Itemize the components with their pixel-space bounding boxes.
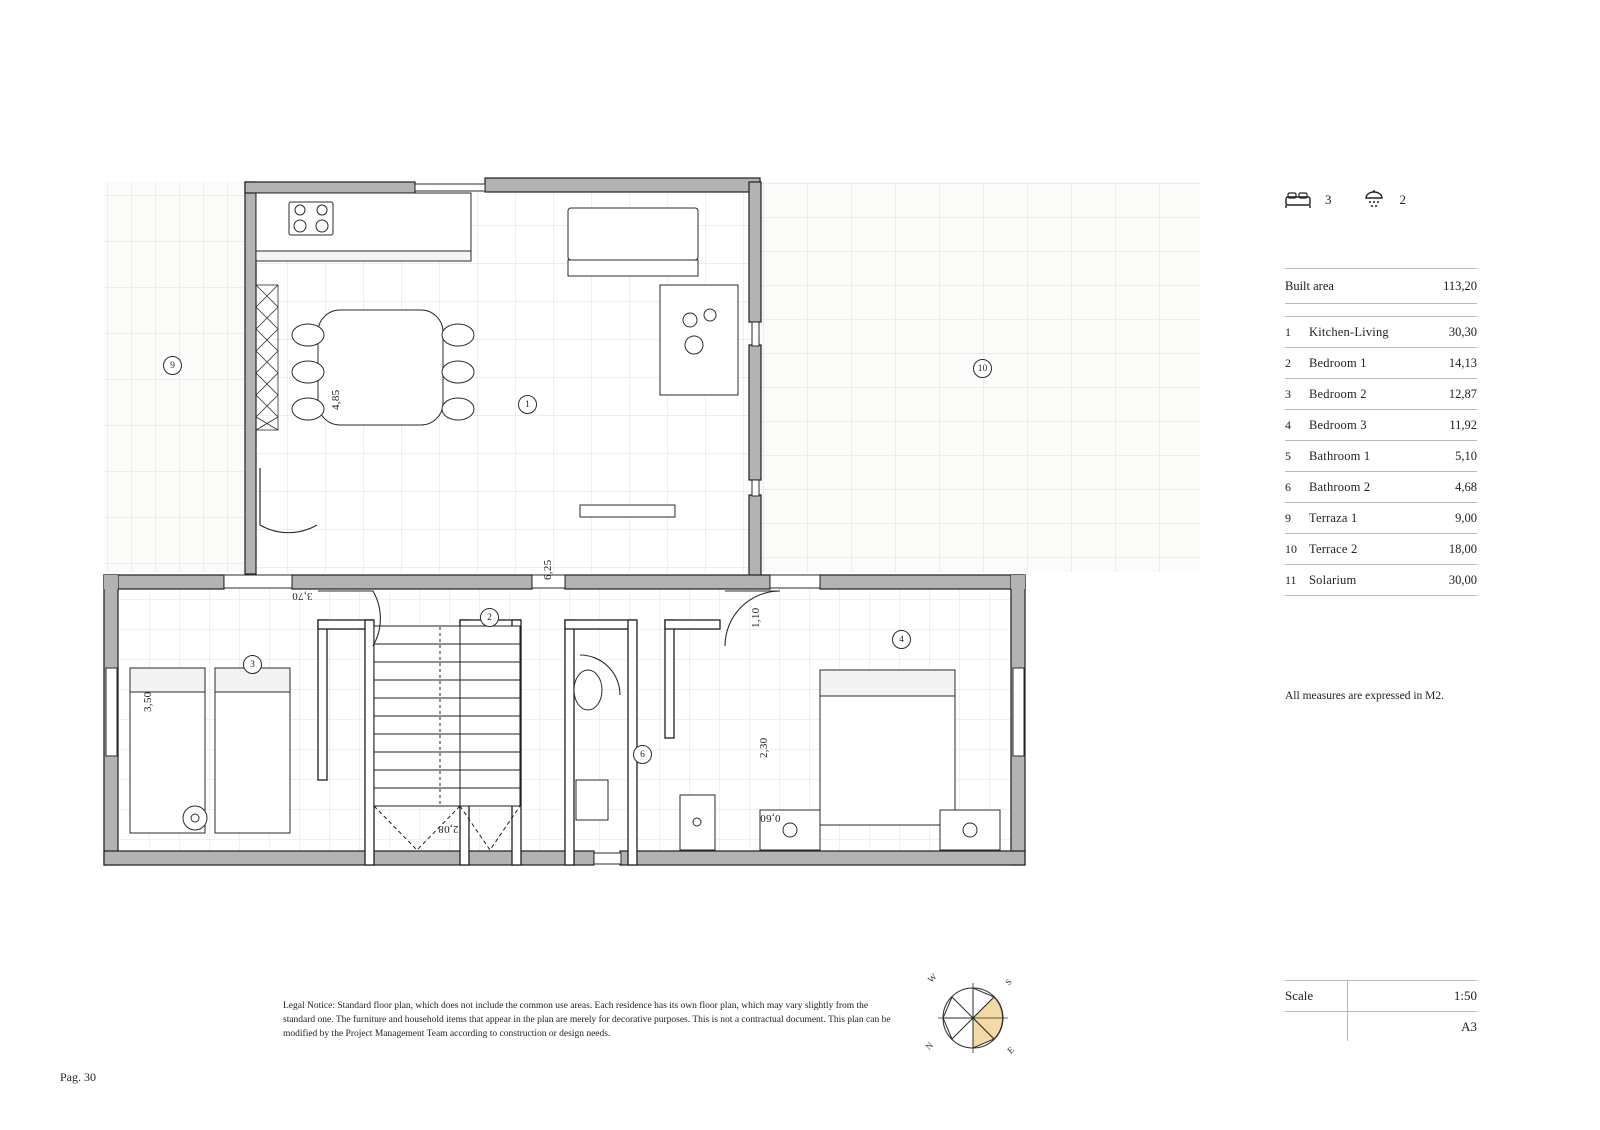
room-number: 2 (1285, 355, 1291, 370)
measures-note: All measures are expressed in M2. (1285, 690, 1445, 702)
room-area: 4,68 (1455, 479, 1477, 494)
room-name: Bedroom 3 (1309, 417, 1367, 432)
dimension-label: 0,60 (760, 812, 781, 824)
plan-marker: 10 (973, 359, 992, 378)
room-number: 3 (1285, 386, 1291, 401)
legal-notice: Legal Notice: Standard floor plan, which does not include the common use areas. Each residence has its own floor plan, which may vary slightly from the standard one. The furniture and household items that appear in the plan are merely for decorative purposes. This is not a contractual document. This plan can be modified by the Project Management Team according to construction or design needs. (283, 1001, 891, 1039)
plan-marker: 3 (243, 655, 262, 674)
room-name: Terrace 2 (1309, 541, 1358, 556)
room-number: 5 (1285, 448, 1291, 463)
table-row (1285, 378, 1477, 409)
room-name: Bedroom 1 (1309, 355, 1367, 370)
compass-north-label: N (923, 1040, 936, 1052)
room-number: 1 (1285, 324, 1291, 339)
dimension-label: 2,30 (758, 737, 770, 758)
room-number: 10 (1285, 541, 1297, 556)
room-name: Bedroom 2 (1309, 386, 1367, 401)
plan-marker: 6 (633, 745, 652, 764)
bathroom-count: 2 (1399, 192, 1406, 207)
room-area: 11,92 (1449, 417, 1477, 432)
dimension-label: 3,50 (142, 691, 154, 712)
dimension-label: 4,85 (330, 389, 342, 410)
floor-plan-drawing (60, 150, 1240, 890)
table-row (1285, 502, 1477, 533)
compass-east-label: E (1005, 1044, 1017, 1056)
bedroom-count: 3 (1325, 192, 1332, 207)
dimension-label: 1,10 (750, 607, 762, 628)
room-name: Terraza 1 (1309, 510, 1358, 525)
scale-row (1285, 981, 1477, 1011)
summary-icons (1285, 180, 1485, 220)
compass-south-label: S (1003, 976, 1014, 988)
room-area: 14,13 (1448, 355, 1477, 370)
table-row (1285, 409, 1477, 440)
dimension-label: 2,08 (438, 823, 459, 835)
compass-west-label: W (925, 971, 939, 985)
room-name: Solarium (1309, 572, 1357, 587)
paper-format: A3 (1461, 1019, 1477, 1034)
built-area-row (1285, 268, 1477, 304)
areas-table (1285, 268, 1477, 596)
scale-value: 1:50 (1453, 988, 1477, 1003)
room-name: Bathroom 2 (1309, 479, 1371, 494)
room-name: Bathroom 1 (1309, 448, 1371, 463)
room-number: 9 (1285, 510, 1291, 525)
scale-label: Scale (1285, 988, 1314, 1003)
table-row (1285, 316, 1477, 347)
plan-marker: 4 (892, 630, 911, 649)
room-area: 5,10 (1455, 448, 1477, 463)
page-number: Pag. 30 (60, 1070, 96, 1084)
plan-marker: 1 (518, 395, 537, 414)
dimension-label: 3,70 (292, 590, 313, 602)
room-area: 30,00 (1448, 572, 1477, 587)
dimension-label: 6,25 (542, 559, 554, 580)
scale-block (1285, 980, 1477, 1042)
room-area: 18,00 (1448, 541, 1477, 556)
room-number: 11 (1285, 572, 1297, 587)
bed-icon (1285, 191, 1311, 209)
table-row (1285, 533, 1477, 564)
table-row (1285, 347, 1477, 378)
plan-svg (60, 150, 1240, 890)
shower-icon (1362, 190, 1386, 210)
table-row (1285, 564, 1477, 595)
compass-rose (923, 971, 1017, 1061)
built-area-value: 113,20 (1443, 278, 1477, 293)
plan-marker: 2 (480, 608, 499, 627)
room-area: 12,87 (1448, 386, 1477, 401)
room-area: 9,00 (1455, 510, 1477, 525)
plan-marker: 9 (163, 356, 182, 375)
built-area-label: Built area (1285, 278, 1334, 293)
format-row (1285, 1011, 1477, 1042)
room-number: 6 (1285, 479, 1291, 494)
room-number: 4 (1285, 417, 1291, 432)
room-name: Kitchen-Living (1309, 324, 1389, 339)
table-row (1285, 471, 1477, 502)
table-row (1285, 440, 1477, 471)
room-area: 30,30 (1448, 324, 1477, 339)
